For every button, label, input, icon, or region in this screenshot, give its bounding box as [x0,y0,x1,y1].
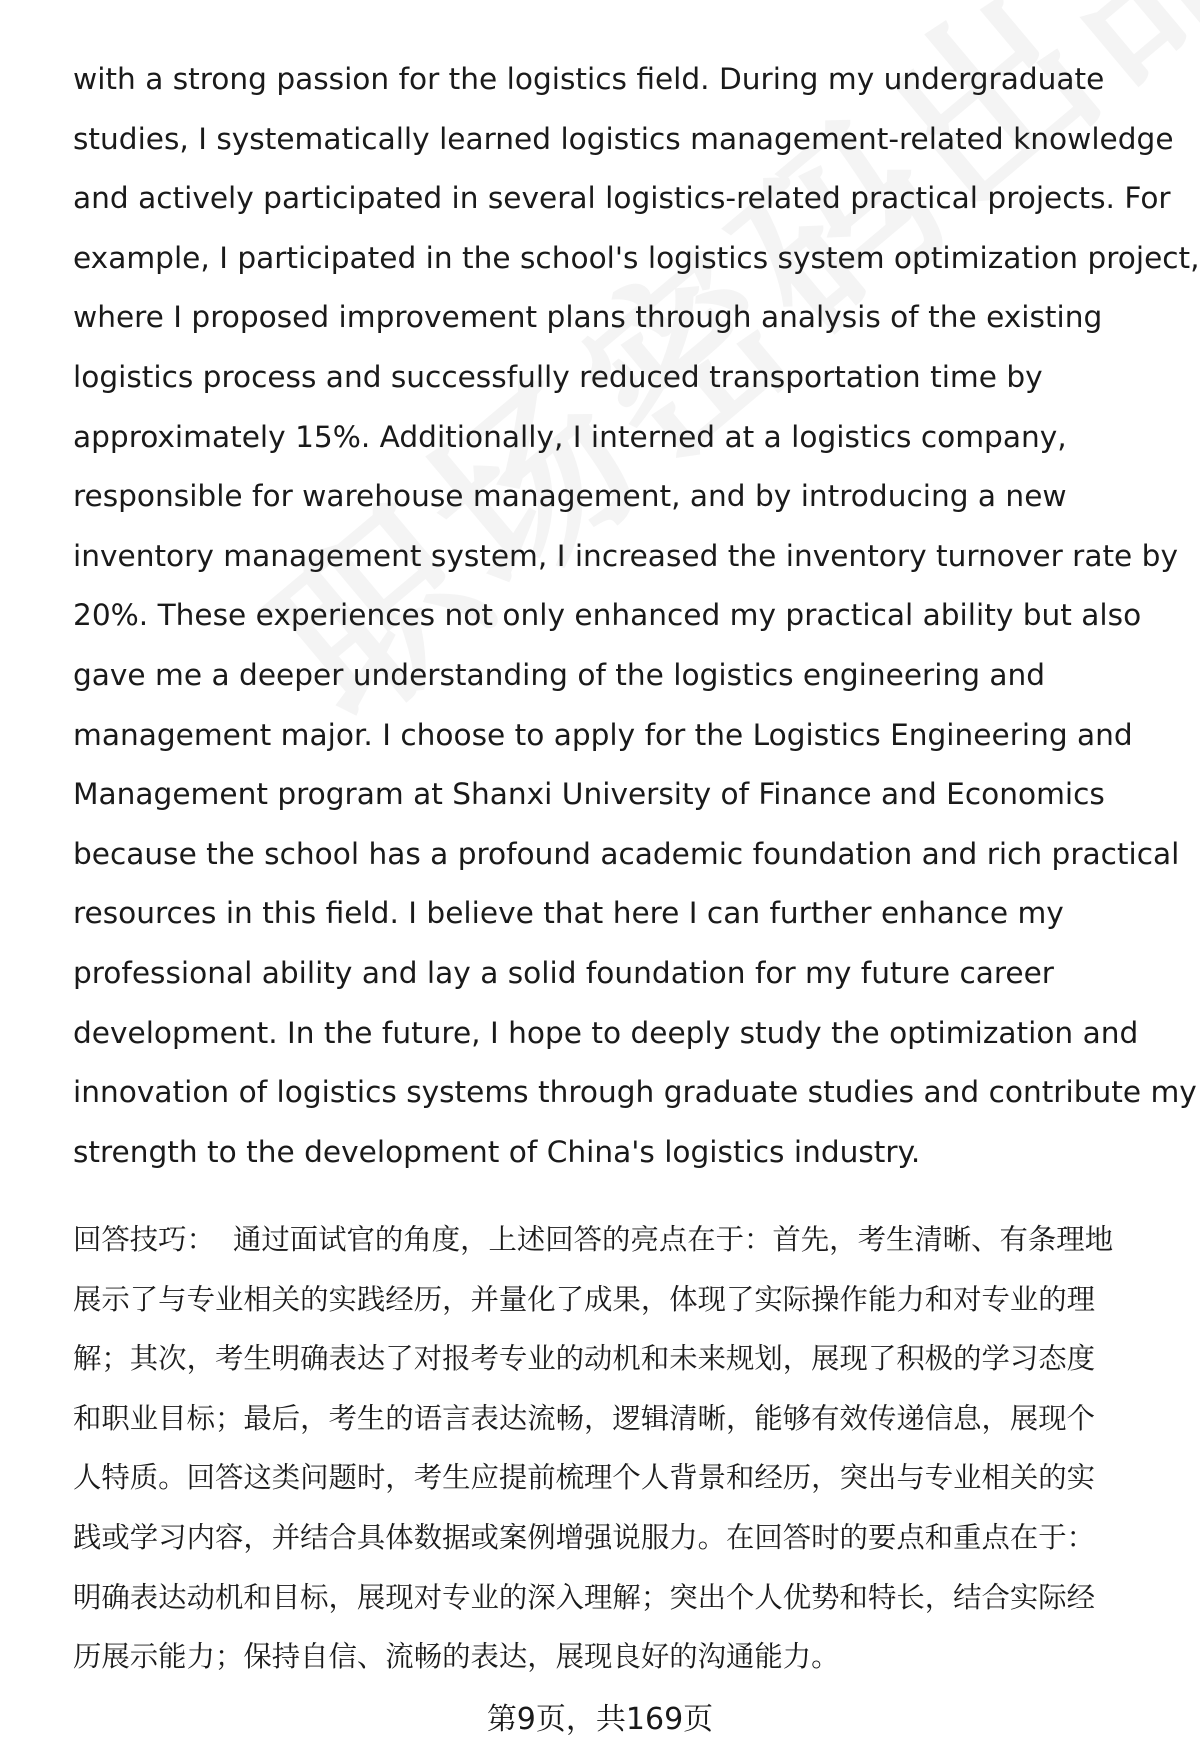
tips-line: 解；其次，考生明确表达了对报考专业的动机和未来规划，展现了积极的学习态度 [73,1342,1096,1376]
answer-line: example, I participated in the school's logistics system optimization project, [73,240,1200,275]
answer-line: logistics process and successfully reduced transportation time by [73,359,1043,394]
answer-line: gave me a deeper understanding of the logistics engineering and [73,657,1046,692]
tips-line: 展示了与专业相关的实践经历，并量化了成果，体现了实际操作能力和对专业的理 [73,1282,1096,1316]
answer-line: 20%. These experiences not only enhanced my practical ability but also [73,598,1142,633]
answer-line: management major. I choose to apply for the Logistics Engineering and [73,717,1133,752]
answer-line: development. In the future, I hope to deeply study the optimization and [73,1015,1139,1050]
tips-line: 明确表达动机和目标，展现对专业的深入理解；突出个人优势和特长，结合实际经 [73,1580,1096,1614]
tips-line: 践或学习内容，并结合具体数据或案例增强说服力。在回答时的要点和重点在于： [73,1520,1096,1554]
tips-label: 回答技巧： [73,1223,215,1256]
answer-line: professional ability and lay a solid foundation for my future career [73,955,1054,990]
answer-line: approximately 15%. Additionally, I interned at a logistics company, [73,419,1067,454]
tips-line: 和职业目标；最后，考生的语言表达流畅，逻辑清晰，能够有效传递信息，展现个 [73,1401,1096,1435]
answer-line: studies, I systematically learned logistics management-related knowledge [73,121,1174,156]
answer-line: and actively participated in several logistics-related practical projects. For [73,181,1171,216]
tips-text: 通过面试官的角度，上述回答的亮点在于：首先，考生清晰、有条理地 [232,1223,1114,1256]
answer-paragraph [73,50,1200,1182]
tips-paragraph [73,1210,1163,1687]
answer-line: resources in this field. I believe that here I can further enhance my [73,896,1064,931]
answer-line: because the school has a profound academic foundation and rich practical [73,836,1180,871]
page-number: 第9页，共169页 [486,1702,714,1737]
answer-line: innovation of logistics systems through graduate studies and contribute my [73,1075,1197,1110]
answer-line: inventory management system, I increased the inventory turnover rate by [73,538,1178,573]
tips-line: 人特质。回答这类问题时，考生应提前梳理个人背景和经历，突出与专业相关的实 [73,1461,1096,1495]
answer-line: with a strong passion for the logistics field. During my undergraduate [73,62,1105,96]
answer-line: where I proposed improvement plans through analysis of the existing [73,300,1103,335]
answer-line: Management program at Shanxi University of Finance and Economics [73,777,1105,812]
answer-line: strength to the development of China's logistics industry. [73,1134,921,1169]
answer-line: responsible for warehouse management, and by introducing a new [73,479,1067,514]
tips-line [73,1210,1163,1270]
tips-line: 历展示能力；保持自信、流畅的表达，展现良好的沟通能力。 [73,1640,840,1674]
